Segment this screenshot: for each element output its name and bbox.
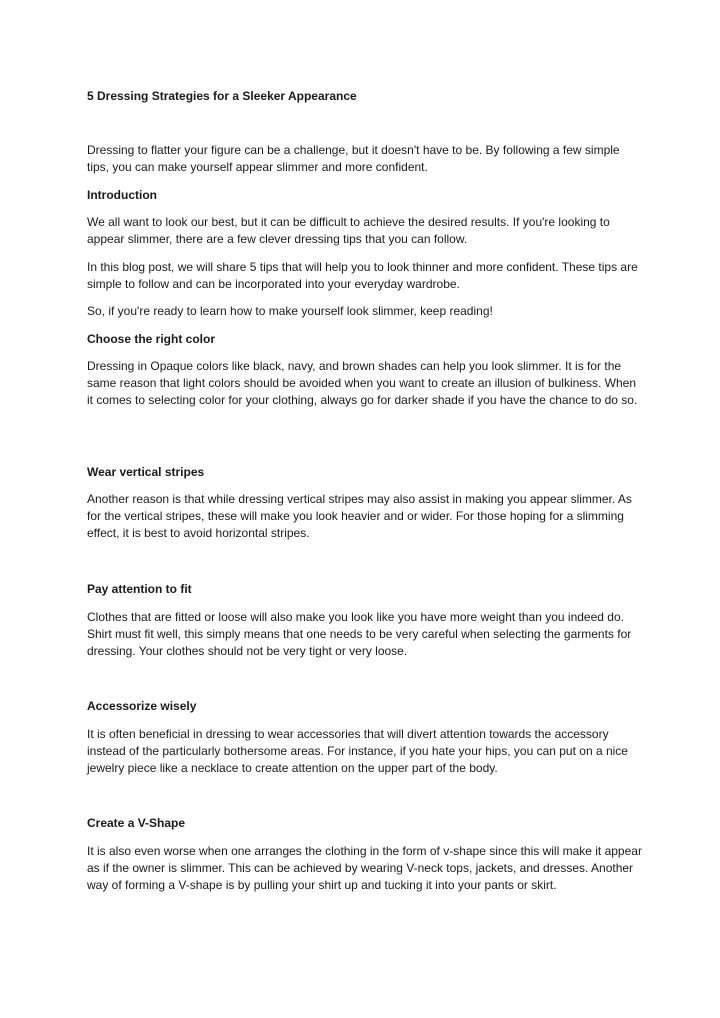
- section-body-accessorize: It is often beneficial in dressing to wear accessories that will divert attention towards the accessory instead of the particularly bothersome areas. For instance, if you hate your hips, you can put on a nice jewelry piece like a necklace to create attention on the upper part of the body.: [87, 727, 628, 776]
- lead-paragraph: Dressing to flatter your figure can be a challenge, but it doesn't have to be. By following a few simple tips, you can make yourself appear slimmer and more confident.: [87, 143, 620, 175]
- section-heading-fit: Pay attention to fit: [87, 582, 192, 596]
- section-body-fit: Clothes that are fitted or loose will also make you look like you have more weight than you indeed do. Shirt must fit well, this simply means that one needs to be very careful when selecting the garments for dressing. Your clothes should not be very tight or very loose.: [87, 610, 632, 659]
- document-title: 5 Dressing Strategies for a Sleeker Appearance: [87, 89, 357, 103]
- section-heading-color: Choose the right color: [87, 332, 216, 346]
- intro-paragraph-2: In this blog post, we will share 5 tips that will help you to look thinner and more confident. These tips are simple to follow and can be incorporated into your everyday wardrobe.: [87, 260, 638, 292]
- intro-paragraph-1: We all want to look our best, but it can be difficult to achieve the desired results. If you're looking to appear slimmer, there are a few clever dressing tips that you can follow.: [87, 215, 610, 247]
- section-body-color: Dressing in Opaque colors like black, navy, and brown shades can help you look slimmer. It is for the same reason that light colors should be avoided when you want to create an illusion of bulkiness. When it comes to selecting color for your clothing, always go for darker shade if you have the chance to do so.: [87, 359, 638, 408]
- section-heading-accessorize: Accessorize wisely: [87, 699, 197, 713]
- section-body-vshape: It is also even worse when one arranges the clothing in the form of v-shape since this will make it appear as if the owner is slimmer. This can be achieved by wearing V-neck tops, jackets, and dresses. Another way of forming a V-shape is by pulling your shirt up and tucking it into your pants or skirt.: [87, 844, 642, 893]
- section-heading-vshape: Create a V-Shape: [87, 816, 186, 830]
- intro-heading: Introduction: [87, 188, 157, 202]
- section-body-stripes: Another reason is that while dressing vertical stripes may also assist in making you appear slimmer. As for the vertical stripes, these will make you look heavier and or wider. For those hoping for a slimming effect, it is best to avoid horizontal stripes.: [87, 492, 632, 541]
- intro-paragraph-3: So, if you're ready to learn how to make yourself look slimmer, keep reading!: [87, 304, 493, 318]
- section-heading-stripes: Wear vertical stripes: [87, 465, 205, 479]
